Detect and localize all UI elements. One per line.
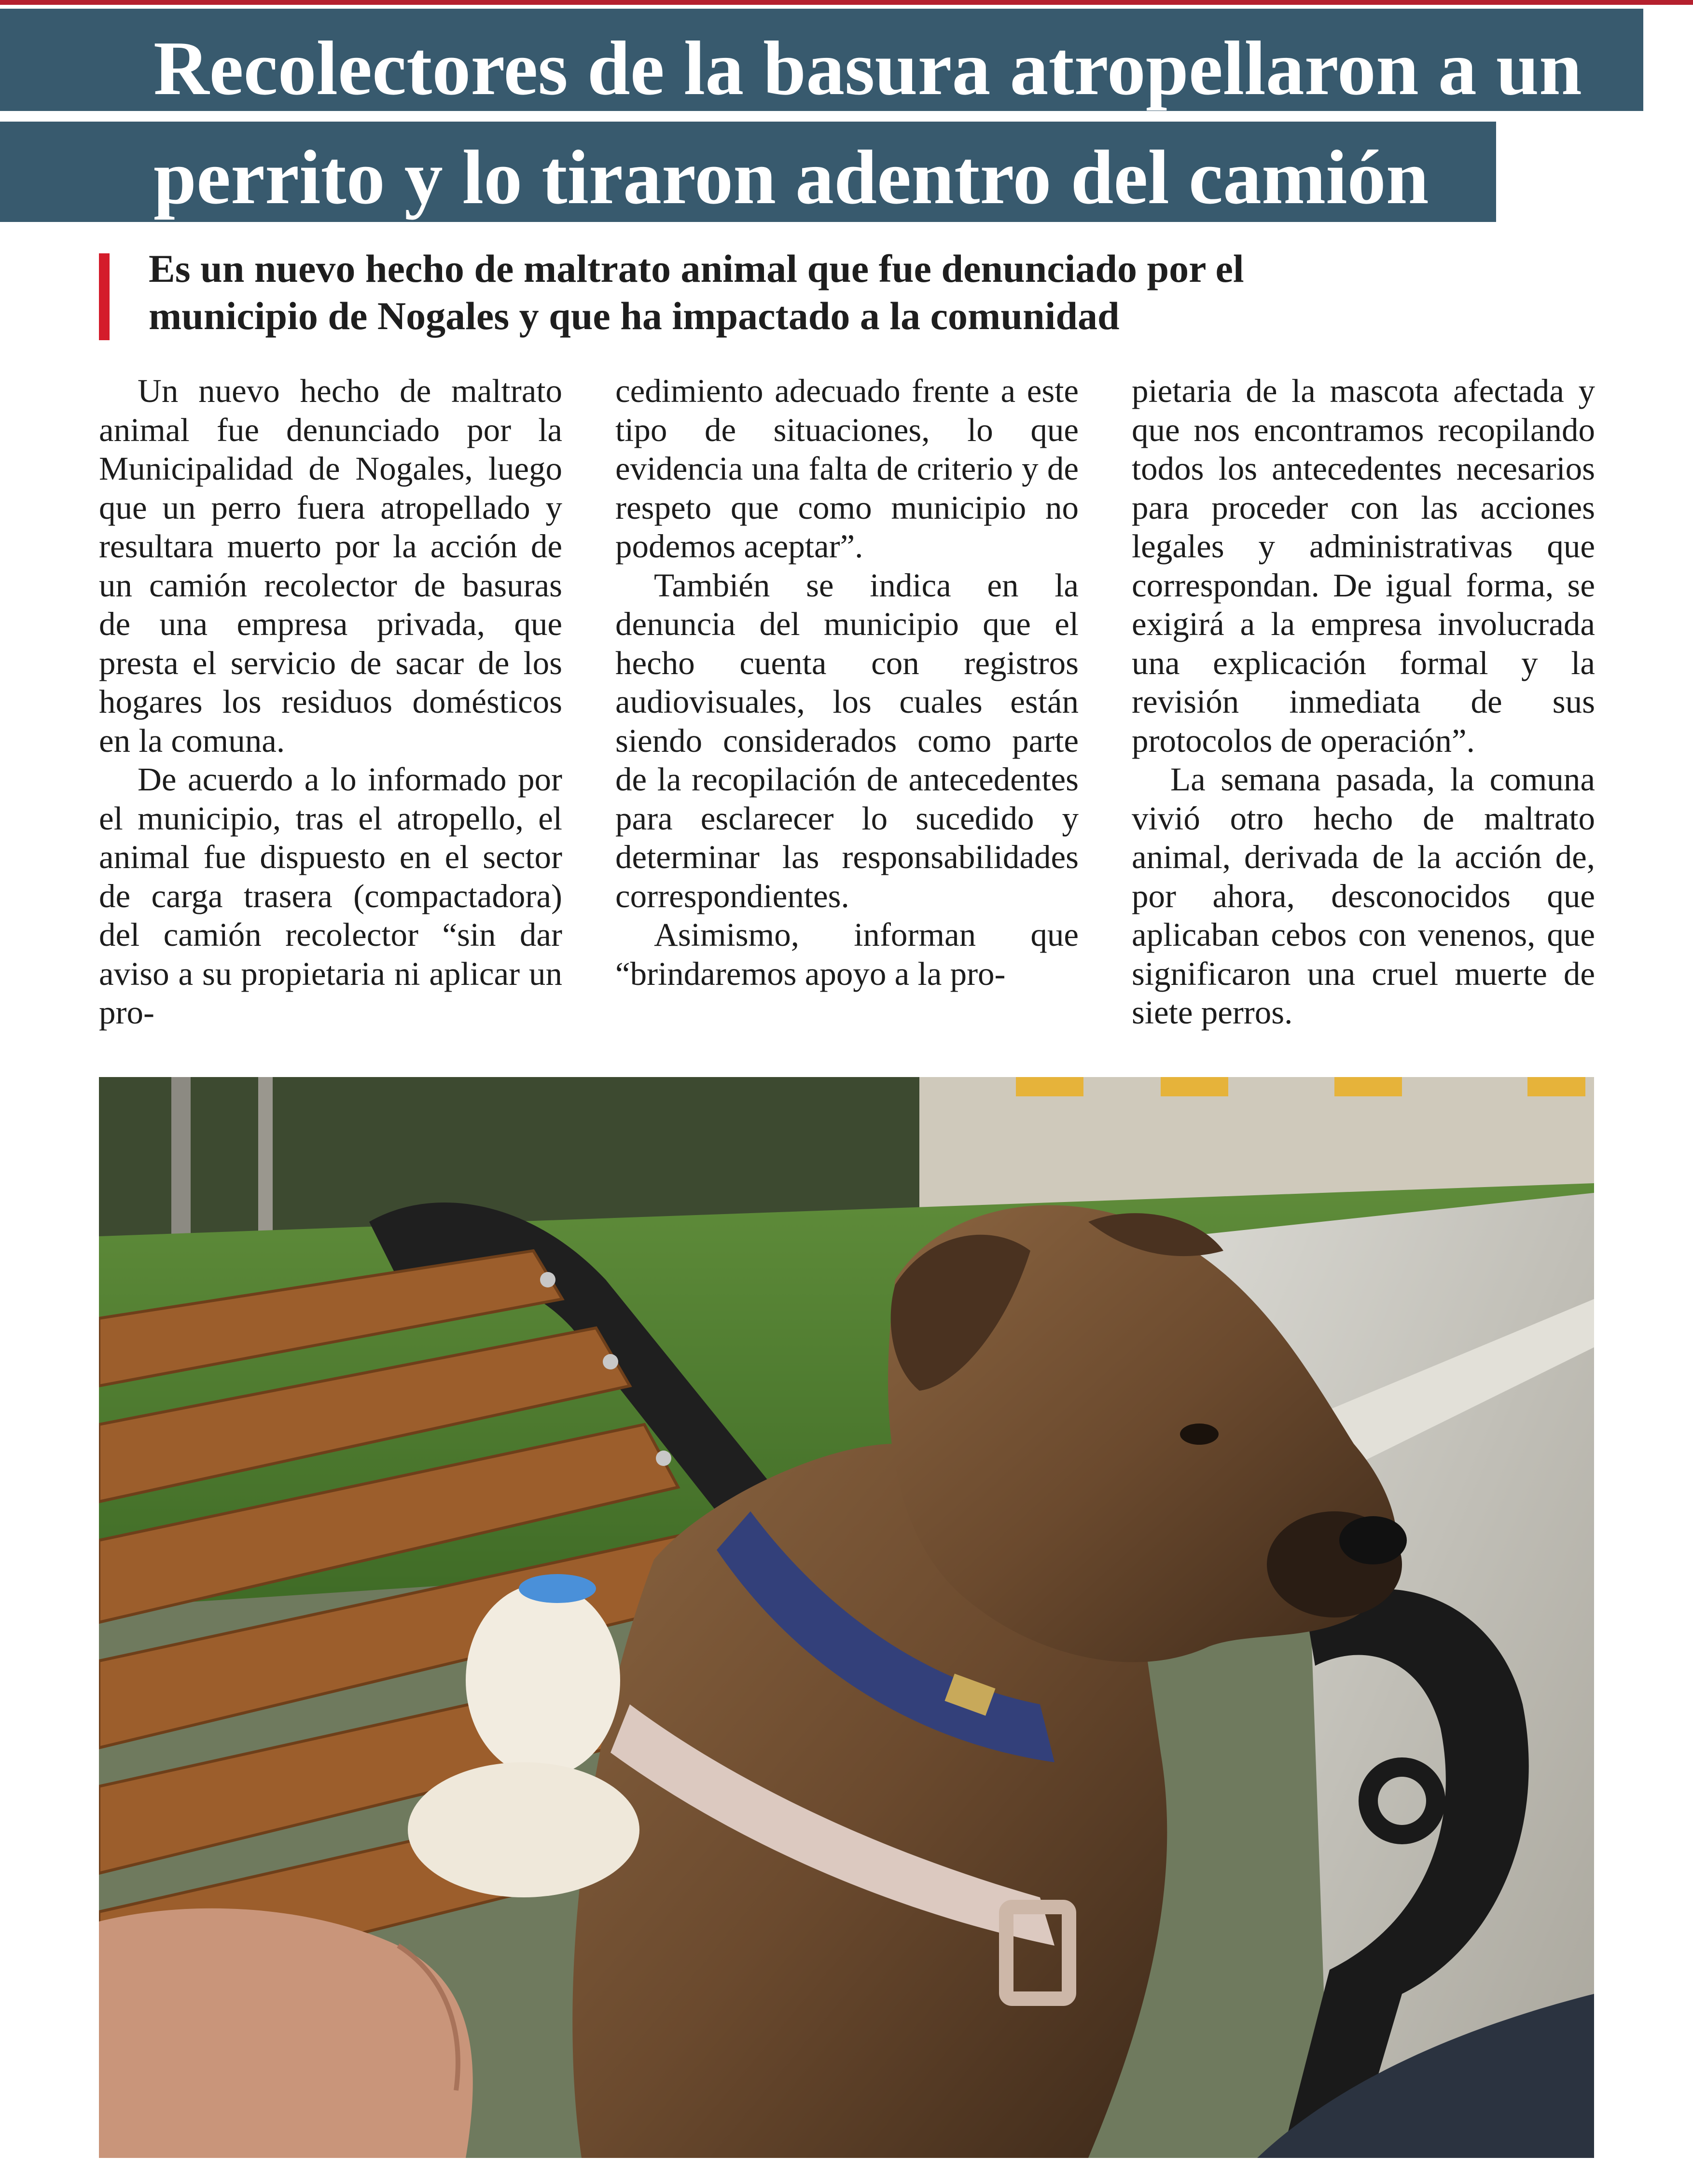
body-paragraph: cedimiento adecuado frente a este tipo de situaciones, lo que evidencia una falta de criterio y de respeto que como municipio no podemos aceptar”.	[615, 373, 1079, 565]
headline-line-1: Recolectores de la basura atropellaron a un	[153, 25, 1582, 111]
deck	[149, 245, 1596, 340]
body-column-3	[1132, 372, 1595, 1032]
deck-line-2: municipio de Nogales y que ha impactado a la comunidad	[149, 294, 1120, 338]
body-paragraph: Un nuevo hecho de maltrato animal fue denunciado por la Municipalidad de Nogales, luego que un perro fuera atropellado y resultara muerto por la acción de un camión recolector de basuras de una empresa privada, que presta el servicio de sacar de los hogares los residuos domésticos en la comuna.	[99, 373, 562, 759]
dog-on-bench-illustration	[99, 1077, 1594, 2158]
body-paragraph: La semana pasada, la comuna vivió otro hecho de maltrato animal, derivada de la acción de, por ahora, desconocidos que aplicaban cebos con venenos, que significaron una cruel muerte de siete perros.	[1132, 761, 1595, 1031]
top-rule	[0, 0, 1693, 5]
headline	[153, 14, 1582, 232]
body-column-1	[99, 372, 562, 1032]
body-paragraph: Asimismo, informan que “brindaremos apoyo a la pro-	[615, 916, 1079, 992]
body-paragraph: De acuerdo a lo informado por el municipio, tras el atropello, el animal fue dispuesto en el sector de carga trasera (compactadora) del camión recolector “sin dar aviso a su propietaria ni aplicar un pro-	[99, 761, 562, 1031]
body-paragraph: pietaria de la mascota afectada y que nos encontramos recopilando todos los antecedentes necesarios para proceder con las acciones legales y administrativas que correspondan. De igual forma, se exigirá a la empresa involucrada una explicación formal y la revisión inmediata de sus protocolos de operación”.	[1132, 373, 1595, 759]
article-photo	[99, 1077, 1594, 2158]
deck-accent-bar	[99, 253, 110, 340]
headline-line-2: perrito y lo tiraron adentro del camión	[153, 134, 1429, 220]
deck-line-1: Es un nuevo hecho de maltrato animal que fue denunciado por el	[149, 247, 1244, 290]
body-paragraph: También se indica en la denuncia del municipio que el hecho cuenta con registros audiovisuales, los cuales están siendo considerados como parte de la recopilación de antecedentes para esclarecer lo sucedido y determinar las responsabilidades correspondientes.	[615, 567, 1079, 914]
body-column-2	[615, 372, 1079, 993]
